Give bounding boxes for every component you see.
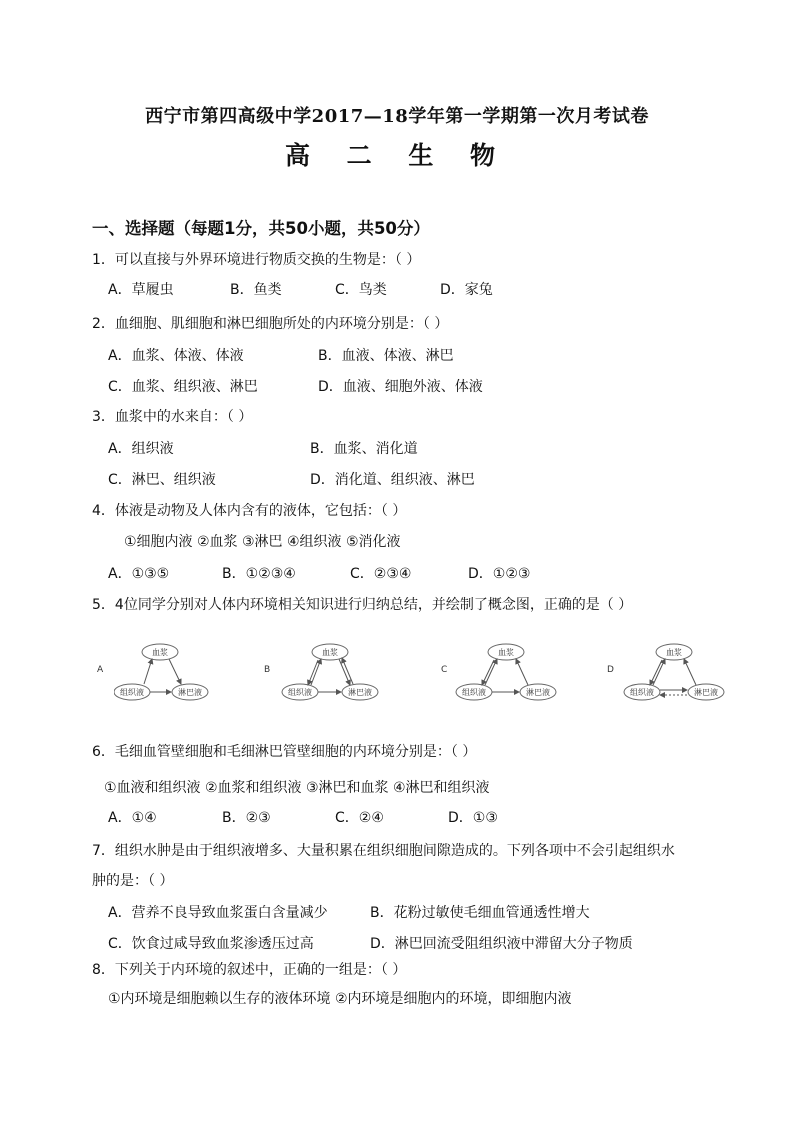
diagram-c	[452, 640, 572, 708]
diagram-b-node-right: 淋巴液	[348, 688, 372, 697]
question-3-option-c: C．淋巴、组织液	[108, 472, 216, 488]
question-7-stem-continued: 肿的是：（ ）	[92, 873, 174, 889]
question-4-option-a: A．①③⑤	[108, 566, 170, 582]
question-2-option-c: C．血浆、组织液、淋巴	[108, 379, 258, 395]
question-6-items: ①血液和组织液 ②血浆和组织液 ③淋巴和血浆 ④淋巴和组织液	[104, 780, 490, 796]
question-5-stem: 5．4位同学分别对人体内环境相关知识进行归纳总结，并绘制了概念图，正确的是（ ）	[92, 597, 633, 613]
question-8-stem: 8．下列关于内环境的叙述中，正确的一组是：（ ）	[92, 962, 407, 978]
question-2-option-b: B．血液、体液、淋巴	[318, 348, 454, 364]
question-4-option-d: D．①②③	[468, 566, 531, 582]
question-4-option-c: C．②③④	[350, 566, 412, 582]
question-2-stem: 2．血细胞、肌细胞和淋巴细胞所处的内环境分别是：（ ）	[92, 316, 449, 332]
question-1-option-a: A．草履虫	[108, 282, 174, 298]
question-7-option-a: A．营养不良导致血浆蛋白含量减少	[108, 905, 328, 921]
subject-title: 高 二 生 物	[284, 141, 510, 170]
question-6-option-b: B．②③	[222, 810, 271, 826]
question-4-option-b: B．①②③④	[222, 566, 296, 582]
question-3-option-a: A．组织液	[108, 441, 174, 457]
diagram-b-node-left: 组织液	[288, 688, 312, 697]
question-6-option-a: A．①④	[108, 810, 157, 826]
question-1-option-b: B．鱼类	[230, 282, 282, 298]
diagram-d-letter: D	[607, 665, 614, 675]
question-7-option-d: D．淋巴回流受阻组织液中滞留大分子物质	[370, 936, 633, 952]
diagram-a-node-left: 组织液	[120, 688, 144, 697]
exam-title: 西宁市第四高级中学2017—18学年第一学期第一次月考试卷	[145, 106, 649, 127]
question-6-stem: 6．毛细血管壁细胞和毛细淋巴管壁细胞的内环境分别是：（ ）	[92, 744, 477, 760]
diagram-c-node-left: 组织液	[462, 688, 486, 697]
diagram-c-node-right: 淋巴液	[526, 688, 550, 697]
question-1-option-d: D．家兔	[440, 282, 493, 298]
diagram-a-node-right: 淋巴液	[178, 688, 202, 697]
question-2-option-d: D．血液、细胞外液、体液	[318, 379, 483, 395]
diagram-c-node-top: 血浆	[498, 648, 514, 657]
diagram-b-letter: B	[264, 665, 271, 675]
question-4-stem: 4．体液是动物及人体内含有的液体，它包括：（ ）	[92, 503, 407, 519]
question-2-option-a: A．血浆、体液、体液	[108, 348, 244, 364]
question-3-stem: 3．血浆中的水来自：（ ）	[92, 409, 253, 425]
question-7-option-b: B．花粉过敏使毛细血管通透性增大	[370, 905, 590, 921]
diagram-a-letter: A	[97, 665, 104, 675]
diagram-d-node-top: 血浆	[666, 648, 682, 657]
diagram-b-node-top: 血浆	[322, 648, 338, 657]
diagram-b	[278, 640, 398, 708]
diagram-a	[114, 640, 234, 708]
question-8-items: ①内环境是细胞赖以生存的液体环境 ②内环境是细胞内的环境，即细胞内液	[108, 991, 572, 1007]
section-heading: 一、选择题（每题1分，共50小题，共50分）	[92, 219, 430, 238]
diagram-d-node-right: 淋巴液	[694, 688, 718, 697]
question-7-option-c: C．饮食过咸导致血浆渗透压过高	[108, 936, 314, 952]
question-3-option-d: D．消化道、组织液、淋巴	[310, 472, 475, 488]
diagram-a-node-top: 血浆	[152, 648, 168, 657]
question-1-option-c: C．鸟类	[335, 282, 387, 298]
question-3-option-b: B．血浆、消化道	[310, 441, 418, 457]
diagram-d-node-left: 组织液	[630, 688, 654, 697]
question-6-option-c: C．②④	[335, 810, 384, 826]
diagram-d	[620, 640, 740, 708]
question-6-option-d: D．①③	[448, 810, 498, 826]
diagram-c-letter: C	[441, 665, 448, 675]
question-7-stem: 7．组织水肿是由于组织液增多、大量积累在组织细胞间隙造成的。下列各项中不会引起组织水	[92, 843, 675, 859]
question-1-stem: 1．可以直接与外界环境进行物质交换的生物是：（ ）	[92, 252, 421, 268]
question-4-items: ①细胞内液 ②血浆 ③淋巴 ④组织液 ⑤消化液	[124, 534, 401, 550]
